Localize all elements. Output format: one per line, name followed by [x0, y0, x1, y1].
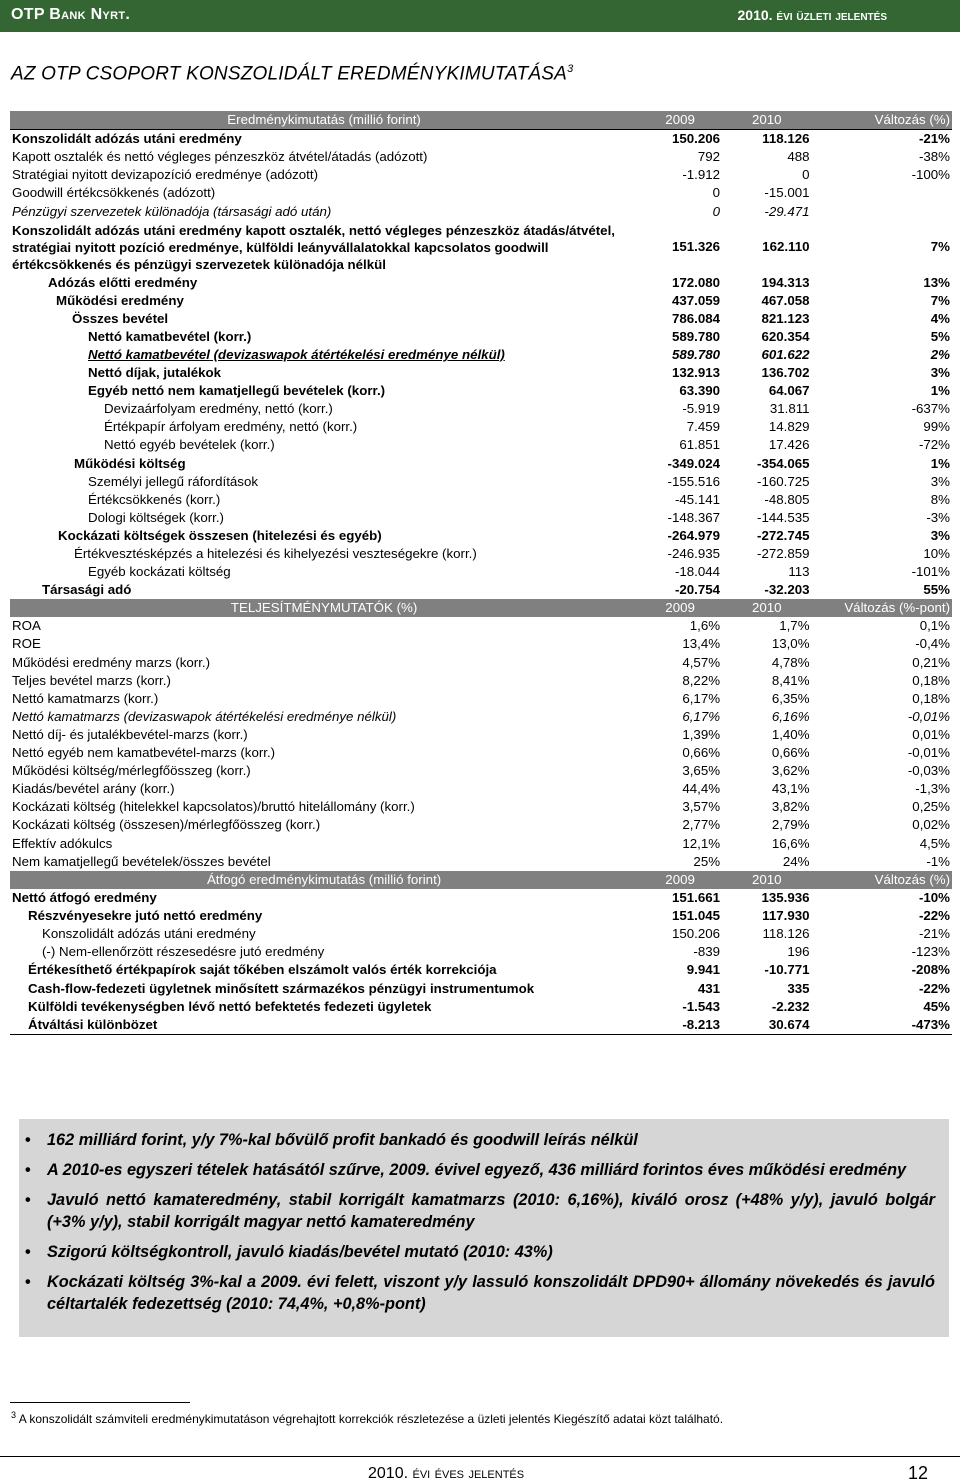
income-row-value-2010: 488: [787, 149, 810, 165]
page-footer: [0, 1456, 960, 1483]
kpi-row-value-2010: 16,6%: [771, 835, 810, 851]
kpi-row-value-2009: 13,4%: [682, 636, 721, 652]
income-row-label: Értékpapír árfolyam eredmény, nettó (korr.): [104, 419, 358, 435]
income-row-label: Nettó egyéb bevételek (korr.): [104, 437, 275, 453]
kpi-row-change: 4,5%: [919, 835, 950, 851]
income-row: [10, 364, 952, 382]
comprehensive-row-label: Átváltási különbözet: [28, 1017, 158, 1033]
income-row-label: Kockázati költségek összesen (hitelezési és egyéb): [58, 527, 382, 543]
kpi-row-change: -1%: [926, 853, 950, 869]
kpi-row-change: 0,02%: [912, 817, 950, 833]
kpi-row-value-2010: 24%: [782, 853, 810, 869]
highlight-text: Szigorú költségkontroll, javuló kiadás/bevétel mutató (2010: 43%): [47, 1243, 553, 1261]
kpi-row-change: -0,4%: [915, 636, 950, 652]
income-row-value-2010: 31.811: [769, 401, 810, 417]
income-row: [10, 491, 952, 509]
income-row: [10, 346, 952, 364]
kpi-row-label: Működési eredmény marzs (korr.): [12, 654, 211, 670]
kpi-row: [10, 853, 952, 871]
income-row-change: 13%: [923, 274, 950, 290]
income-row-change: 99%: [923, 419, 950, 435]
income-row: [10, 292, 952, 310]
page-number: 12: [907, 1463, 928, 1483]
income-row-label: Egyéb kockázati költség: [88, 564, 231, 580]
income-row-value-2010: -144.535: [757, 509, 810, 525]
income-row-change: -637%: [911, 401, 950, 417]
comprehensive-row-change: -22%: [918, 907, 950, 923]
comprehensive-row-label: Nettó átfogó eredmény: [12, 889, 157, 905]
kpi-row-change: -0,01%: [907, 745, 950, 761]
kpi-row-value-2010: 1,7%: [779, 618, 810, 634]
income-row-value-2009: -155.516: [667, 473, 721, 489]
kpi-row: [10, 762, 952, 780]
income-row: [10, 148, 952, 166]
kpi-row-value-2009: 3,65%: [682, 763, 721, 779]
income-row-label: Értékvesztésképzés a hitelezési és kihelyezési veszteségekre (korr.): [74, 546, 477, 562]
kpi-row-value-2009: 44,4%: [682, 781, 721, 797]
kpi-row: [10, 816, 952, 834]
income-row-value-2010: -160.725: [757, 473, 810, 489]
income-row-change: 3%: [930, 365, 950, 381]
highlight-item: [25, 1129, 935, 1151]
kpi-row: [10, 780, 952, 798]
kpi-row-value-2009: 0,66%: [682, 745, 721, 761]
income-row-change: 2%: [930, 346, 950, 362]
income-row-change: 10%: [923, 546, 950, 562]
income-row-value-2010: -272.859: [757, 546, 810, 562]
kpi-row-value-2009: 6,17%: [682, 708, 721, 724]
comprehensive-row-change: -473%: [812, 1016, 952, 1035]
income-row-value-2009: 437.059: [671, 292, 721, 308]
kpi-row-value-2009: 4,57%: [682, 654, 721, 670]
income-row-change: -21%: [812, 130, 952, 149]
income-row-value-2009: 7.459: [686, 419, 721, 435]
highlights-list: [19, 1129, 949, 1315]
kpi-row-label: Teljes bevétel marzs (korr.): [12, 672, 171, 688]
income-row-value-2010: 113: [788, 564, 810, 580]
income-row-change: -72%: [918, 437, 950, 453]
comprehensive-row-value-2009: -8.213: [638, 1016, 722, 1035]
income-row-value-2009: 63.390: [679, 383, 721, 399]
income-row-value-2009: -246.935: [667, 546, 721, 562]
kpi-row-value-2010: 8,41%: [771, 672, 810, 688]
page-title: AZ OTP CSOPORT KONSZOLIDÁLT EREDMÉNYKIMUTATÁSA$^3$: [11, 63, 574, 85]
comprehensive-row-value-2009: 431: [697, 980, 721, 996]
income-row-change: 1%: [930, 383, 950, 399]
income-row: [10, 328, 952, 346]
kpi-row-value-2009: 12,1%: [682, 835, 721, 851]
income-row-value-2009: -264.979: [667, 527, 721, 543]
income-row-value-2009: 150.206: [638, 130, 722, 149]
comprehensive-row-value-2009: 151.045: [671, 907, 721, 923]
income-row-label: Devizaárfolyam eredmény, nettó (korr.): [104, 401, 333, 417]
income-row-value-2009: -1.912: [682, 167, 721, 183]
title-footnote-ref: 3: [567, 63, 574, 75]
income-row-value-2010: 0: [802, 167, 810, 183]
kpi-row: [10, 708, 952, 726]
income-row-value-2009: -18.044: [674, 564, 721, 580]
income-row: [10, 130, 952, 149]
income-row-change: 3%: [930, 527, 950, 543]
income-row-value-2009: -148.367: [667, 509, 721, 525]
comprehensive-row-label: Értékesíthető értékpapírok saját tőkében elszámolt valós érték korrekciója: [28, 962, 497, 978]
comprehensive-row-change: -208%: [911, 962, 950, 978]
income-row: [10, 202, 952, 220]
kpi-row-value-2009: 6,17%: [682, 690, 721, 706]
income-row: [10, 563, 952, 581]
income-row-value-2010: 162.110: [762, 239, 810, 255]
comprehensive-row-change: 45%: [923, 999, 950, 1015]
comprehensive-header-y2: 2010: [722, 871, 811, 889]
kpi-row-label: Effektív adókulcs: [12, 835, 113, 851]
bullet-icon: •: [25, 1273, 31, 1291]
income-row-change: 55%: [923, 582, 950, 598]
kpi-row-change: 0,18%: [912, 672, 950, 688]
income-row-label: Goodwill értékcsökkenés (adózott): [12, 185, 216, 201]
comprehensive-row-change: -21%: [918, 925, 950, 941]
comprehensive-row: [10, 998, 952, 1016]
kpi-row-change: 0,21%: [912, 654, 950, 670]
income-row-label: Kapott osztalék és nettó végleges pénzeszköz átvétel/átadás (adózott): [12, 149, 428, 165]
income-row-value-2009: 151.326: [671, 239, 721, 255]
income-row-change: -38%: [918, 149, 950, 165]
kpi-row-value-2009: 8,22%: [682, 672, 721, 688]
comprehensive-row-label: (-) Nem-ellenőrzött részesedésre jutó eredmény: [42, 944, 325, 960]
kpi-row: [10, 690, 952, 708]
comprehensive-row: [10, 943, 952, 961]
income-row-label: Nettó kamatbevétel (korr.): [88, 328, 252, 344]
page-header: [0, 0, 960, 32]
income-row: [10, 184, 952, 202]
income-row: [10, 382, 952, 400]
comprehensive-row-label: Konszolidált adózás utáni eredmény: [42, 925, 256, 941]
income-row: [10, 455, 952, 473]
bullet-icon: •: [25, 1131, 31, 1149]
income-row-value-2010: -15.001: [764, 185, 810, 201]
income-row-change: 8%: [930, 491, 950, 507]
income-row-change: 1%: [930, 455, 950, 471]
income-row-change: [812, 184, 952, 202]
highlight-text: 162 milliárd forint, y/y 7%-kal bővülő profit bankadó és goodwill leírás nélkül: [47, 1131, 638, 1149]
kpi-header-y1: 2009: [638, 599, 722, 617]
bullet-icon: •: [25, 1243, 31, 1261]
income-row-label: Konszolidált adózás utáni eredmény: [12, 131, 242, 147]
comprehensive-row-label: Cash-flow-fedezeti ügyletnek minősített származékos pénzügyi instrumentumok: [28, 981, 535, 997]
income-row: [10, 581, 952, 599]
income-row-value-2009: 172.080: [671, 274, 721, 290]
income-row-change: -101%: [911, 564, 950, 580]
comprehensive-row-value-2010: 30.674: [722, 1016, 811, 1035]
kpi-row-value-2009: 3,57%: [682, 799, 721, 815]
income-statement-table: [10, 111, 952, 1035]
income-row-change: 3%: [930, 473, 950, 489]
income-row: [10, 527, 952, 545]
kpi-row-label: Kockázati költség (összesen)/mérlegfőösszeg (korr.): [12, 817, 321, 833]
kpi-header-chg: Változás (%-pont): [812, 599, 952, 617]
kpi-row-change: 0,1%: [919, 618, 950, 634]
income-row-change: 4%: [930, 310, 950, 326]
income-row-label: Konszolidált adózás utáni eredmény kapott osztalék, nettó végleges pénzeszköz átadás/átvétel, stratégiai nyitott pozíció eredménye, külföldi leányvállalatokkal kapcsolatos goodwill értékcsökkenés és pénzügyi szervezetek különadója nélkül: [12, 222, 615, 272]
kpi-row-value-2010: 4,78%: [771, 654, 810, 670]
kpi-row-value-2010: 6,16%: [771, 708, 810, 724]
income-header: [10, 111, 952, 130]
income-row-label: Adózás előtti eredmény: [48, 274, 198, 290]
comprehensive-row-value-2009: -839: [693, 944, 721, 960]
kpi-row-change: -1,3%: [915, 781, 950, 797]
comprehensive-header-chg: Változás (%): [812, 871, 952, 889]
kpi-row-label: ROA: [12, 618, 41, 634]
income-row-change: -3%: [926, 509, 950, 525]
comprehensive-row-value-2010: -2.232: [771, 999, 810, 1015]
kpi-row-value-2010: 13,0%: [771, 636, 810, 652]
footnote-text: A konszolidált számviteli eredménykimutatáson végrehajtott korrekciók részletezése a üzleti jelentés Kiegészítő adatai közt található.: [18, 1412, 724, 1426]
income-row-label: Összes bevétel: [72, 310, 169, 326]
kpi-row: [10, 726, 952, 744]
kpi-row-label: Működési költség/mérlegfőösszeg (korr.): [12, 763, 251, 779]
income-row-value-2009: 589.780: [671, 346, 721, 362]
highlight-text: A 2010-es egyszeri tételek hatásától szűrve, 2009. évivel egyező, 436 milliárd forintos éves működési eredmény: [47, 1161, 907, 1179]
comprehensive-row: [10, 889, 952, 907]
footnote-divider: [10, 1402, 190, 1403]
income-row-value-2009: -45.141: [674, 491, 721, 507]
income-row: [10, 545, 952, 563]
kpi-row-change: -0,03%: [907, 763, 950, 779]
income-row-label: Egyéb nettó nem kamatjellegű bevételek (korr.): [88, 383, 386, 399]
income-row-value-2010: -272.745: [757, 527, 810, 543]
highlight-item: [25, 1189, 935, 1233]
income-header-y2: 2010: [722, 111, 811, 130]
bullet-icon: •: [25, 1191, 31, 1209]
comprehensive-row-change: -22%: [918, 980, 950, 996]
kpi-row-label: ROE: [12, 636, 41, 652]
kpi-header-y2: 2010: [722, 599, 811, 617]
comprehensive-row-label: Részvényesekre jutó nettó eredmény: [28, 907, 263, 923]
highlight-text: Kockázati költség 3%-kal a 2009. évi felett, viszont y/y lassuló konszolidált DPD90+ állomány növekedés és javuló céltartalék fedezettség (2010: 74,4%, +0,8%-pont): [47, 1273, 935, 1313]
kpi-row-label: Nettó kamatmarzs (devizaswapok átértékelési eredménye nélkül): [12, 708, 397, 724]
kpi-row-change: 0,25%: [912, 799, 950, 815]
footnote: [11, 1410, 723, 1426]
comprehensive-row: [10, 925, 952, 943]
kpi-row: [10, 654, 952, 672]
kpi-row-label: Kockázati költség (hitelekkel kapcsolatos)/bruttó hitelállomány (korr.): [12, 799, 415, 815]
kpi-row-label: Nem kamatjellegű bevételek/összes bevétel: [12, 853, 271, 869]
income-row-value-2009: 0: [712, 185, 721, 201]
comprehensive-row-value-2009: 9.941: [686, 962, 721, 978]
income-row-change: 7%: [930, 292, 950, 308]
comprehensive-row-value-2009: -1.543: [682, 999, 721, 1015]
kpi-row-value-2010: 3,62%: [771, 763, 810, 779]
income-row-change: -100%: [911, 167, 950, 183]
income-row-value-2010: 64.067: [768, 383, 810, 399]
footnote-number: 3: [11, 1410, 17, 1420]
income-row-label: Nettó díjak, jutalékok: [88, 365, 222, 381]
highlight-item: [25, 1241, 935, 1263]
income-row-label: Értékcsökkenés (korr.): [88, 491, 221, 507]
kpi-row-value-2010: 3,82%: [771, 799, 810, 815]
income-header-y1: 2009: [638, 111, 722, 130]
comprehensive-row-value-2010: 135.936: [761, 889, 810, 905]
income-row-value-2010: 17.426: [768, 437, 810, 453]
report-title: 2010. évi üzleti jelentés: [737, 7, 887, 23]
income-row-value-2010: -32.203: [764, 582, 810, 598]
income-row: [10, 436, 952, 454]
comprehensive-header-label: Átfogó eredménykimutatás (millió forint): [10, 871, 638, 889]
kpi-row-label: Kiadás/bevétel arány (korr.): [12, 781, 175, 797]
comprehensive-row-value-2010: 117.930: [762, 907, 810, 923]
kpi-row-value-2009: 1,39%: [682, 726, 721, 742]
kpi-row-label: Nettó egyéb nem kamatbevétel-marzs (korr.): [12, 745, 276, 761]
comprehensive-row-label: Külföldi tevékenységben lévő nettó befektetés fedezeti ügyletek: [28, 999, 432, 1015]
comprehensive-row: [10, 979, 952, 998]
income-row: [10, 221, 952, 274]
kpi-row-change: 0,01%: [912, 726, 950, 742]
income-row-value-2010: 136.702: [761, 365, 810, 381]
kpi-row-change: -0,01%: [907, 708, 950, 724]
income-row-value-2010: -354.065: [757, 455, 810, 471]
comprehensive-row: [10, 907, 952, 925]
highlights-box: [19, 1119, 949, 1337]
income-row: [10, 509, 952, 527]
income-row-value-2010: 620.354: [761, 328, 810, 344]
income-row-value-2010: 14.829: [768, 419, 810, 435]
comprehensive-row-value-2010: 335: [787, 980, 810, 996]
kpi-row: [10, 672, 952, 690]
income-row-value-2010: 118.126: [722, 130, 811, 149]
income-row-change: 5%: [930, 328, 950, 344]
income-row-change: 7%: [930, 239, 950, 255]
income-row-value-2010: 467.058: [761, 292, 810, 308]
income-row-label: Nettó kamatbevétel (devizaswapok átértékelési eredménye nélkül): [88, 346, 505, 362]
kpi-row-label: Nettó díj- és jutalékbevétel-marzs (korr.): [12, 726, 248, 742]
income-row-value-2010: -48.805: [764, 491, 810, 507]
income-row-value-2009: 792: [697, 149, 721, 165]
income-row-value-2009: -5.919: [682, 401, 721, 417]
kpi-row-change: 0,18%: [912, 690, 950, 706]
income-row-value-2010: -29.471: [764, 203, 810, 219]
comprehensive-row-value-2009: 150.206: [671, 925, 721, 941]
income-row-value-2009: 786.084: [671, 310, 721, 326]
comprehensive-row-value-2010: 196: [787, 944, 810, 960]
comprehensive-header-y1: 2009: [638, 871, 722, 889]
kpi-header-label: TELJESÍTMÉNYMUTATÓK (%): [10, 599, 638, 617]
income-row-value-2009: 132.913: [671, 365, 721, 381]
income-row: [10, 166, 952, 184]
income-row-value-2009: 61.851: [679, 437, 721, 453]
income-row-label: Stratégiai nyitott devizapozíció eredménye (adózott): [12, 167, 318, 183]
income-row: [10, 418, 952, 436]
income-row-value-2010: 821.123: [761, 310, 810, 326]
income-row-value-2010: 601.622: [761, 346, 810, 362]
comprehensive-row-value-2010: -10.771: [764, 962, 810, 978]
comprehensive-row-change: -10%: [918, 889, 950, 905]
income-row-value-2009: -20.754: [674, 582, 721, 598]
kpi-row: [10, 834, 952, 852]
income-header-label: Eredménykimutatás (millió forint): [10, 111, 638, 130]
income-row-value-2010: 194.313: [761, 274, 810, 290]
bullet-icon: •: [25, 1161, 31, 1179]
kpi-row: [10, 798, 952, 816]
income-row-value-2009: 589.780: [671, 328, 721, 344]
comprehensive-row-value-2009: 151.661: [671, 889, 721, 905]
income-row-label: Dologi költségek (korr.): [88, 509, 224, 525]
income-header-chg: Változás (%): [812, 111, 952, 130]
kpi-row-value-2010: 2,79%: [771, 817, 810, 833]
income-row-label: Pénzügyi szervezetek különadója (társasági adó után): [12, 203, 332, 219]
kpi-row: [10, 617, 952, 635]
income-row-label: Személyi jellegű ráfordítások: [88, 473, 258, 489]
income-row-label: Társasági adó: [42, 582, 132, 598]
kpi-row-value-2010: 43,1%: [771, 781, 810, 797]
kpi-row-value-2009: 1,6%: [689, 618, 721, 634]
income-row: [10, 473, 952, 491]
highlight-item: [25, 1271, 935, 1315]
income-row-label: Működési eredmény: [56, 292, 184, 308]
kpi-header: [10, 599, 952, 617]
income-row: [10, 310, 952, 328]
footer-title: 2010. évi éves jelentés: [368, 1465, 525, 1482]
kpi-row: [10, 744, 952, 762]
income-row-change: [812, 202, 952, 220]
kpi-row-value-2010: 6,35%: [771, 690, 810, 706]
income-row: [10, 400, 952, 418]
comprehensive-row: [10, 961, 952, 979]
kpi-row-label: Nettó kamatmarzs (korr.): [12, 690, 159, 706]
comprehensive-header: [10, 871, 952, 889]
kpi-row-value-2010: 1,40%: [771, 726, 810, 742]
comprehensive-row-change: -123%: [911, 944, 950, 960]
kpi-row-value-2010: 0,66%: [771, 745, 810, 761]
income-row-value-2009: -349.024: [667, 455, 721, 471]
income-row: [10, 274, 952, 292]
company-name: OTP Bank Nyrt.: [11, 6, 131, 23]
kpi-row-value-2009: 25%: [693, 853, 721, 869]
highlight-item: [25, 1159, 935, 1181]
comprehensive-row-value-2010: 118.126: [762, 925, 810, 941]
income-row-label: Működési költség: [74, 455, 186, 471]
income-row-value-2009: 0: [712, 203, 721, 219]
comprehensive-row: [10, 1016, 952, 1035]
kpi-row: [10, 635, 952, 653]
kpi-row-value-2009: 2,77%: [682, 817, 721, 833]
highlight-text: Javuló nettó kamateredmény, stabil korrigált kamatmarzs (2010: 6,16%), kiváló orosz (+48% y/y), javuló bolgár (+3% y/y), stabil korrigált magyar nettó kamateredmény: [47, 1191, 935, 1231]
